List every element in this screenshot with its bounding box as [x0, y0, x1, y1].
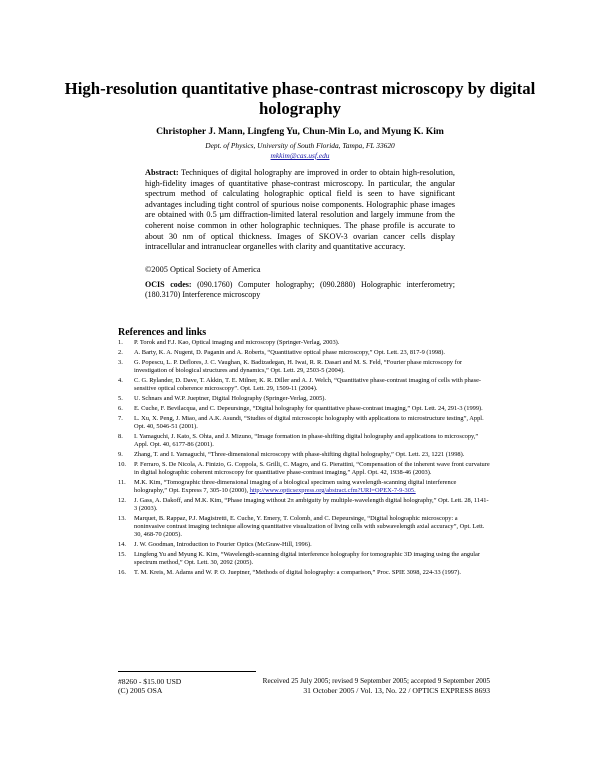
reference-number: 6.	[118, 404, 123, 412]
reference-text	[134, 349, 490, 357]
reference-number: 16.	[118, 568, 126, 576]
reference-text	[134, 359, 490, 375]
footer-divider	[118, 671, 256, 672]
reference-number: 1.	[118, 339, 123, 346]
reference-number: 8.	[118, 432, 123, 440]
reference-body: Marquet, B. Rappaz, P.J. Magistretti, E. Cuche, Y. Emery, T. Colomb, and C. Depeursinge, “Digital holographic microscopy: a noninvasive contrast imaging technique allowing quantitative visualization of living cells with subwavelength axial accuracy”, Opt. Lett. 30, 468-70 (2005).	[134, 514, 485, 538]
reference-item	[118, 497, 490, 513]
reference-text	[134, 451, 490, 459]
reference-body: I. Yamaguchi, J. Kato, S. Ohta, and J. Mizuno, “Image formation in phase-shifting digital holography and applications to microscopy,” Appl. Opt. 40, 6177-86 (2001).	[134, 432, 479, 448]
reference-text	[134, 569, 490, 577]
email-link[interactable]: mkkim@cas.usf.edu	[270, 151, 330, 160]
reference-body: J. W. Goodman, Introduction to Fourier Optics (McGraw-Hill, 1996).	[134, 540, 312, 548]
abstract-label: Abstract:	[145, 168, 179, 177]
footer-dates: Received 25 July 2005; revised 9 September 2005; accepted 9 September 2005	[262, 677, 490, 685]
ocis-label: OCIS codes:	[145, 280, 192, 289]
reference-number: 14.	[118, 540, 126, 548]
reference-text	[134, 551, 490, 567]
reference-text	[134, 339, 490, 347]
paper-title: High-resolution quantitative phase-contrast microscopy by digital holography	[64, 79, 536, 118]
reference-item	[118, 479, 490, 495]
reference-body: M.K. Kim, “Tomographic three-dimensional imaging of a biological specimen using wavelength-scanning digital interference holography,” Opt. Express 7, 305-10 (2000),	[134, 478, 457, 494]
reference-item	[118, 433, 490, 449]
reference-number: 11.	[118, 478, 126, 486]
reference-item	[118, 339, 490, 347]
reference-body: U. Schnars and W.P. Jueptner, Digital Holography (Springer-Verlag, 2005).	[134, 394, 327, 402]
reference-text	[134, 395, 490, 403]
copyright-notice: ©2005 Optical Society of America	[145, 265, 261, 274]
author-list: Christopher J. Mann, Lingfeng Yu, Chun-Min Lo, and Myung K. Kim	[156, 126, 444, 137]
reference-item	[118, 461, 490, 477]
reference-number: 10.	[118, 460, 126, 468]
reference-item	[118, 415, 490, 431]
reference-number: 3.	[118, 359, 123, 366]
reference-number: 7.	[118, 414, 123, 422]
reference-number: 5.	[118, 394, 123, 402]
reference-body: L. Xu, X. Peng, J. Miao, and A.K. Asundi, “Studies of digital microscopic holography with applications to microstructure testing”, Appl. Opt. 40, 5046-51 (2001).	[134, 414, 484, 430]
reference-body: Lingfeng Yu and Myung K. Kim, “Wavelength-scanning digital interference holography for tomographic 3D imaging using the angular spectrum method,” Opt. Lett. 30, 2092 (2005).	[134, 550, 481, 566]
reference-item	[118, 349, 490, 357]
reference-text	[134, 515, 490, 539]
reference-text	[134, 433, 490, 449]
reference-text	[134, 461, 490, 477]
reference-text	[134, 497, 490, 513]
footer-journal: 31 October 2005 / Vol. 13, No. 22 / OPTICS EXPRESS 8693	[303, 686, 490, 695]
reference-item	[118, 395, 490, 403]
reference-body: P. Ferraro, S. De Nicola, A. Finizio, G. Coppola, S. Grilli, C. Magro, and G. Pierattini, “Compensation of the inherent wave front curvature in digital holographic coherent microscopy for quantitative phase-contrast imaging,” Appl. Opt. 42, 1938-46 (2003).	[134, 460, 490, 476]
reference-item	[118, 359, 490, 375]
reference-body: A. Barty, K. A. Nugent, D. Paganin and A. Roberts, “Quantitative optical phase microscopy,” Opt. Lett. 23, 817-9 (1998).	[134, 349, 446, 356]
reference-item	[118, 551, 490, 567]
abstract-text: Techniques of digital holography are improved in order to obtain high-resolution, high-fidelity images of quantitative phase-contrast microscopy. In particular, the angular spectrum method of calculating holographic optical field is seen to have significant advantages including tight control of spurious noise components. Holographic phase images are obtained with 0.5 µm diffraction-limited lateral resolution and largely immune from the coherent noise common in other holographic techniques. The phase profile is accurate to about 30 nm of optical thickness. Images of SKOV-3 ovarian cancer cells display intracellular and intranuclear organelles with clarity and quantitative accuracy.	[145, 168, 455, 252]
reference-number: 15.	[118, 550, 126, 558]
footer-price: #8260 - $15.00 USD	[118, 677, 182, 686]
reference-body: Zhang, T. and I. Yamaguchi, “Three-dimensional microscopy with phase-shifting digital holography,” Opt. Lett. 23, 1221 (1998).	[134, 450, 465, 458]
reference-item	[118, 377, 490, 393]
ocis-codes	[145, 280, 455, 299]
reference-text	[134, 377, 490, 393]
ocis-text: (090.1760) Computer holography; (090.2880) Holographic interferometry; (180.3170) Interference microscopy	[145, 280, 455, 299]
reference-body: T. M. Kreis, M. Adams and W. P. O. Jueptner, “Methods of digital holography: a comparison,” Proc. SPIE 3098, 224-33 (1997).	[134, 568, 461, 576]
reference-text	[134, 479, 490, 495]
affiliation: Dept. of Physics, University of South Florida, Tampa, FL 33620	[205, 141, 395, 150]
reference-item	[118, 515, 490, 539]
reference-text	[134, 541, 490, 549]
reference-number: 9.	[118, 450, 123, 458]
abstract	[145, 168, 455, 253]
reference-link[interactable]: http://www.opticsexpress.org/abstract.cfm?URI=OPEX-7-9-305.	[249, 486, 416, 494]
references-heading: References and links	[118, 327, 207, 338]
reference-item	[118, 405, 490, 413]
reference-body: P. Torok and F.J. Kao, Optical imaging and microscopy (Springer-Verlag, 2003).	[134, 339, 340, 346]
reference-item	[118, 541, 490, 549]
reference-body: G. Popescu, L. P. Deflores, J. C. Vaughan, K. Badizadegan, H. Iwai, R. R. Dasari and M. S. Feld, “Fourier phase microscopy for investigation of biological structures and dynamics,” Opt. Lett. 29, 2503-5 (2004).	[134, 359, 463, 374]
reference-text	[134, 405, 490, 413]
reference-body: C. G. Rylander, D. Dave, T. Akkin, T. E. Milner, K. R. Diller and A. J. Welch, “Quantitative phase-contrast imaging of cells with phase-sensitive optical coherence microscopy”. Opt. Lett. 29, 1509-11 (2004).	[134, 376, 482, 392]
reference-number: 12.	[118, 496, 126, 504]
reference-number: 2.	[118, 349, 123, 356]
reference-number: 13.	[118, 514, 126, 522]
reference-body: J. Gass, A. Dakoff, and M.K. Kim, “Phase imaging without 2π ambiguity by multiple-wavelength digital holography,” Opt. Lett. 28, 1141-3 (2003).	[134, 496, 489, 512]
reference-number: 4.	[118, 376, 123, 384]
reference-item	[118, 569, 490, 577]
reference-list	[118, 339, 490, 579]
reference-item	[118, 451, 490, 459]
reference-text	[134, 415, 490, 431]
footer-copyright: (C) 2005 OSA	[118, 686, 163, 695]
reference-body: E. Cuche, F. Bevilacqua, and C. Depeursinge, “Digital holography for quantitative phase-contrast imaging,” Opt. Lett. 24, 291-3 (1999).	[134, 404, 483, 412]
